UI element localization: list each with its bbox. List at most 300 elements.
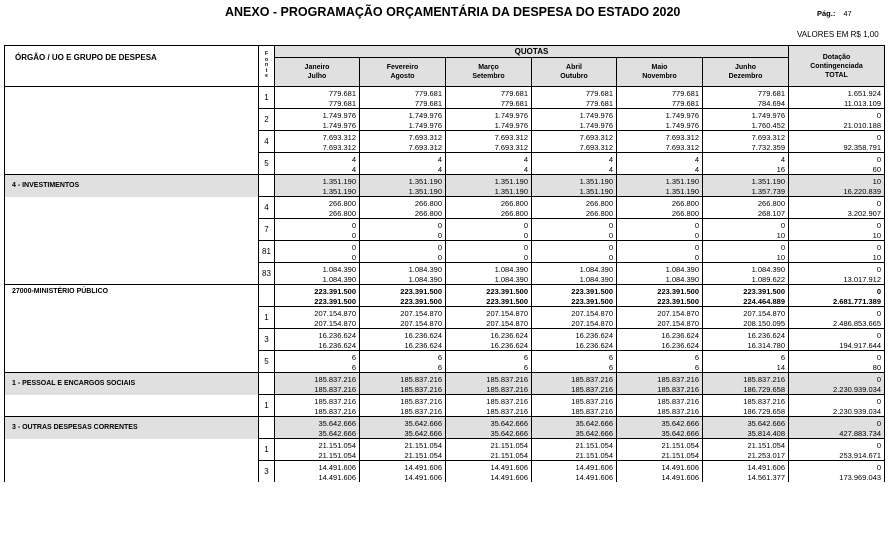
value-second-half: 35.814.408	[747, 428, 785, 438]
quota-cell	[617, 417, 703, 439]
row-label	[5, 109, 259, 131]
quota-cell	[617, 461, 703, 483]
value-first-half: 14.491.606	[575, 463, 613, 472]
value-first-half: 4	[351, 155, 356, 164]
value-first-half: 14.491.606	[318, 463, 356, 472]
quota-cell	[275, 373, 360, 395]
month-first-half: Abril	[566, 64, 582, 71]
quota-cell	[532, 461, 617, 483]
value-second-half: 266.800	[328, 208, 356, 218]
quota-cell	[617, 329, 703, 351]
value-second-half: 1.749.976	[494, 120, 528, 130]
value-second-half: 0	[608, 230, 613, 240]
value-first-half: 223.391.500	[571, 287, 613, 296]
month-header	[703, 58, 789, 87]
value-second-half: 1.351.190	[408, 186, 442, 196]
value-first-half: 21.151.054	[575, 441, 613, 450]
value-second-half: 7.732.359	[751, 142, 785, 152]
value-first-half: 1.084.390	[579, 265, 613, 274]
value-first-half: 4	[780, 155, 785, 164]
value-second-half: 4	[608, 164, 613, 174]
value-first-half: 0	[523, 221, 528, 230]
value-first-half: 185.837.216	[314, 397, 356, 406]
quota-cell	[703, 241, 789, 263]
quota-cell	[360, 241, 446, 263]
value-first-half: 223.391.500	[743, 287, 785, 296]
dotacao-cell	[789, 263, 885, 285]
value-second-half: 266.800	[414, 208, 442, 218]
quota-cell	[532, 263, 617, 285]
value-second-half: 207.154.870	[486, 318, 528, 328]
quota-cell	[703, 285, 789, 307]
quota-cell	[532, 351, 617, 373]
quota-cell	[275, 153, 360, 175]
value-first-half: 207.154.870	[743, 309, 785, 318]
quota-cell	[275, 175, 360, 197]
value-first-half: 0	[876, 221, 881, 230]
value-second-half: 10	[776, 230, 785, 240]
value-first-half: 7.693.312	[322, 133, 356, 142]
report-title: ANEXO - PROGRAMAÇÃO ORÇAMENTÁRIA DA DESPESA DO ESTADO 2020	[225, 5, 681, 19]
dotacao-cell	[789, 285, 885, 307]
dotacao-cell	[789, 197, 885, 219]
value-second-half: 185.837.216	[400, 384, 442, 394]
page-indicator	[817, 9, 852, 18]
value-second-half: 194.917.644	[839, 340, 881, 350]
fonte-cell: 2	[259, 109, 275, 131]
fonte-cell	[259, 373, 275, 395]
value-first-half: 266.800	[585, 199, 613, 208]
value-first-half: 779.681	[328, 89, 356, 98]
value-first-half: 35.642.666	[661, 419, 699, 428]
value-second-half: 779.681	[671, 98, 699, 108]
value-first-half: 207.154.870	[486, 309, 528, 318]
value-first-half: 0	[876, 155, 881, 164]
table-row	[5, 87, 885, 109]
value-first-half: 0	[876, 397, 881, 406]
quota-cell	[360, 197, 446, 219]
value-first-half: 1.084.390	[408, 265, 442, 274]
quota-cell	[446, 329, 532, 351]
quota-cell	[617, 131, 703, 153]
quota-cell	[532, 417, 617, 439]
value-first-half: 0	[780, 243, 785, 252]
quota-cell	[360, 329, 446, 351]
value-second-half: 1.357.739	[751, 186, 785, 196]
value-first-half: 7.693.312	[494, 133, 528, 142]
value-second-half: 35.642.666	[490, 428, 528, 438]
value-first-half: 0	[876, 287, 881, 296]
table-row	[5, 351, 885, 373]
column-header-fonte	[259, 46, 275, 87]
value-first-half: 16.236.624	[747, 331, 785, 340]
value-second-half: 7.693.312	[408, 142, 442, 152]
value-second-half: 14.491.606	[404, 472, 442, 482]
value-second-half: 6	[523, 362, 528, 372]
value-second-half: 13.017.912	[843, 274, 881, 284]
value-second-half: 14.491.606	[490, 472, 528, 482]
quota-cell	[446, 461, 532, 483]
quota-cell	[275, 461, 360, 483]
value-second-half: 186.729.658	[743, 406, 785, 416]
row-label	[5, 395, 259, 417]
value-first-half: 14.491.606	[661, 463, 699, 472]
value-second-half: 224.464.889	[743, 296, 785, 306]
table-row	[5, 395, 885, 417]
table-row	[5, 307, 885, 329]
quota-cell	[703, 263, 789, 285]
quota-cell	[275, 263, 360, 285]
value-first-half: 0	[876, 375, 881, 384]
quota-cell	[360, 307, 446, 329]
value-first-half: 779.681	[757, 89, 785, 98]
month-second-half: Setembro	[472, 73, 505, 80]
value-second-half: 7.693.312	[579, 142, 613, 152]
value-first-half: 1.749.976	[751, 111, 785, 120]
value-second-half: 0	[523, 230, 528, 240]
value-second-half: 1.351.190	[665, 186, 699, 196]
value-second-half: 4	[694, 164, 699, 174]
value-first-half: 266.800	[757, 199, 785, 208]
value-second-half: 223.391.500	[400, 296, 442, 306]
value-second-half: 185.837.216	[657, 406, 699, 416]
table-row	[5, 439, 885, 461]
quota-cell	[275, 395, 360, 417]
value-first-half: 1.351.190	[665, 177, 699, 186]
quota-cell	[703, 373, 789, 395]
value-second-half: 7.693.312	[665, 142, 699, 152]
value-first-half: 4	[523, 155, 528, 164]
value-second-half: 2.681.771.389	[833, 296, 881, 306]
value-first-half: 185.837.216	[657, 375, 699, 384]
value-first-half: 16.236.624	[490, 331, 528, 340]
quota-cell	[275, 219, 360, 241]
month-header	[360, 58, 446, 87]
fonte-cell: 4	[259, 197, 275, 219]
month-second-half: Dezembro	[728, 73, 763, 80]
value-second-half: 784.694	[757, 98, 785, 108]
value-second-half: 253.914.671	[839, 450, 881, 460]
row-label: 4 - INVESTIMENTOS	[5, 175, 259, 197]
value-first-half: 266.800	[414, 199, 442, 208]
quota-cell	[275, 307, 360, 329]
quota-cell	[446, 285, 532, 307]
value-first-half: 0	[351, 221, 356, 230]
value-first-half: 1.351.190	[494, 177, 528, 186]
value-second-half: 7.693.312	[322, 142, 356, 152]
value-second-half: 1.089.622	[751, 274, 785, 284]
value-second-half: 779.681	[414, 98, 442, 108]
value-first-half: 4	[608, 155, 613, 164]
quota-cell	[617, 307, 703, 329]
value-first-half: 0	[876, 309, 881, 318]
value-first-half: 14.491.606	[404, 463, 442, 472]
value-first-half: 21.151.054	[404, 441, 442, 450]
value-second-half: 21.010.188	[843, 120, 881, 130]
fonte-cell: 3	[259, 461, 275, 483]
row-label: 27000-MINISTÉRIO PÚBLICO	[5, 285, 259, 307]
value-second-half: 1.084.390	[494, 274, 528, 284]
quota-cell	[446, 241, 532, 263]
value-second-half: 779.681	[500, 98, 528, 108]
quota-cell	[617, 373, 703, 395]
value-first-half: 7.693.312	[408, 133, 442, 142]
value-first-half: 779.681	[500, 89, 528, 98]
quota-cell	[360, 263, 446, 285]
quota-cell	[275, 351, 360, 373]
value-second-half: 427.883.734	[839, 428, 881, 438]
value-second-half: 1.084.390	[665, 274, 699, 284]
quota-cell	[532, 329, 617, 351]
value-first-half: 0	[351, 243, 356, 252]
quota-cell	[703, 131, 789, 153]
value-first-half: 0	[876, 463, 881, 472]
value-first-half: 266.800	[328, 199, 356, 208]
quota-cell	[446, 153, 532, 175]
month-header	[532, 58, 617, 87]
month-second-half: Julho	[307, 73, 327, 80]
fonte-cell: 3	[259, 329, 275, 351]
value-first-half: 0	[523, 243, 528, 252]
value-first-half: 21.151.054	[490, 441, 528, 450]
value-first-half: 207.154.870	[314, 309, 356, 318]
row-label	[5, 307, 259, 329]
quota-cell	[275, 87, 360, 109]
row-label	[5, 241, 259, 263]
value-second-half: 207.154.870	[657, 318, 699, 328]
value-second-half: 16.236.624	[404, 340, 442, 350]
fonte-cell: 5	[259, 351, 275, 373]
value-second-half: 207.154.870	[400, 318, 442, 328]
value-first-half: 207.154.870	[657, 309, 699, 318]
value-second-half: 1.351.190	[322, 186, 356, 196]
quota-cell	[617, 439, 703, 461]
value-second-half: 16.314.780	[747, 340, 785, 350]
quota-cell	[360, 131, 446, 153]
value-first-half: 35.642.666	[490, 419, 528, 428]
quota-cell	[703, 175, 789, 197]
quota-cell	[532, 153, 617, 175]
value-second-half: 186.729.658	[743, 384, 785, 394]
quota-cell	[703, 417, 789, 439]
quota-cell	[360, 417, 446, 439]
value-second-half: 16.236.624	[661, 340, 699, 350]
quota-cell	[446, 417, 532, 439]
fonte-cell	[259, 417, 275, 439]
value-second-half: 185.837.216	[314, 406, 356, 416]
value-first-half: 779.681	[414, 89, 442, 98]
value-second-half: 60	[872, 164, 881, 174]
value-first-half: 779.681	[585, 89, 613, 98]
quota-cell	[360, 109, 446, 131]
value-first-half: 1.351.190	[408, 177, 442, 186]
value-first-half: 0	[876, 199, 881, 208]
column-header-quotas: QUOTAS	[275, 46, 789, 58]
quota-cell	[532, 131, 617, 153]
value-first-half: 16.236.624	[318, 331, 356, 340]
value-second-half: 35.642.666	[661, 428, 699, 438]
value-second-half: 185.837.216	[400, 406, 442, 416]
row-label	[5, 131, 259, 153]
quota-cell	[532, 439, 617, 461]
table-row	[5, 373, 885, 395]
value-second-half: 21.253.017	[747, 450, 785, 460]
value-first-half: 1.351.190	[579, 177, 613, 186]
value-second-half: 185.837.216	[571, 384, 613, 394]
column-header-org: ÓRGÃO / UO E GRUPO DE DESPESA	[5, 46, 259, 87]
dotacao-line: TOTAL	[825, 71, 848, 79]
quota-cell	[703, 461, 789, 483]
month-second-half: Agosto	[390, 73, 415, 80]
budget-table	[4, 45, 885, 482]
dotacao-line: Contingenciada	[810, 62, 863, 70]
value-second-half: 0	[437, 252, 442, 262]
value-first-half: 1.651.924	[847, 89, 881, 98]
value-first-half: 1.749.976	[579, 111, 613, 120]
value-first-half: 1.749.976	[494, 111, 528, 120]
page-number: 47	[843, 9, 852, 18]
quota-cell	[275, 285, 360, 307]
row-label: 3 - OUTRAS DESPESAS CORRENTES	[5, 417, 259, 439]
fonte-letter: n	[264, 62, 269, 69]
value-second-half: 268.107	[757, 208, 785, 218]
value-second-half: 223.391.500	[486, 296, 528, 306]
value-second-half: 35.642.666	[318, 428, 356, 438]
quota-cell	[360, 461, 446, 483]
value-second-half: 14.491.606	[318, 472, 356, 482]
value-first-half: 35.642.666	[575, 419, 613, 428]
quota-cell	[275, 329, 360, 351]
table-header	[5, 46, 885, 87]
table-row	[5, 197, 885, 219]
value-second-half: 21.151.054	[575, 450, 613, 460]
quota-cell	[446, 109, 532, 131]
row-label	[5, 153, 259, 175]
fonte-cell: 7	[259, 219, 275, 241]
row-label	[5, 351, 259, 373]
value-first-half: 0	[876, 331, 881, 340]
value-second-half: 0	[437, 230, 442, 240]
row-label	[5, 439, 259, 461]
quota-cell	[532, 285, 617, 307]
value-first-half: 16.236.624	[404, 331, 442, 340]
quota-cell	[617, 263, 703, 285]
value-first-half: 0	[876, 265, 881, 274]
fonte-cell: 1	[259, 395, 275, 417]
row-label	[5, 461, 259, 483]
value-first-half: 14.491.606	[490, 463, 528, 472]
month-first-half: Janeiro	[304, 64, 330, 71]
value-first-half: 35.642.666	[318, 419, 356, 428]
dotacao-line: Dotação	[822, 53, 851, 61]
value-second-half: 21.151.054	[490, 450, 528, 460]
value-second-half: 16	[776, 164, 785, 174]
quota-cell	[617, 351, 703, 373]
quota-cell	[703, 439, 789, 461]
table-row	[5, 285, 885, 307]
fonte-letter: o	[264, 56, 269, 63]
quota-cell	[360, 219, 446, 241]
month-first-half: Fevereiro	[386, 64, 419, 71]
quota-cell	[360, 153, 446, 175]
quota-cell	[532, 109, 617, 131]
value-first-half: 21.151.054	[661, 441, 699, 450]
quota-cell	[703, 395, 789, 417]
quota-cell	[703, 219, 789, 241]
value-first-half: 0	[437, 221, 442, 230]
quota-cell	[446, 87, 532, 109]
value-second-half: 266.800	[500, 208, 528, 218]
value-second-half: 4	[351, 164, 356, 174]
value-second-half: 185.837.216	[657, 384, 699, 394]
value-first-half: 185.837.216	[571, 397, 613, 406]
fonte-cell: 83	[259, 263, 275, 285]
value-second-half: 10	[872, 230, 881, 240]
value-second-half: 0	[351, 230, 356, 240]
value-first-half: 16.236.624	[661, 331, 699, 340]
value-second-half: 173.969.043	[839, 472, 881, 482]
value-second-half: 1.084.390	[579, 274, 613, 284]
quota-cell	[360, 175, 446, 197]
value-second-half: 14	[776, 362, 785, 372]
table-row	[5, 109, 885, 131]
value-first-half: 185.837.216	[314, 375, 356, 384]
month-second-half: Outubro	[560, 73, 588, 80]
dotacao-cell	[789, 329, 885, 351]
month-second-half: Novembro	[642, 73, 677, 80]
dotacao-cell	[789, 417, 885, 439]
column-header-dotacao	[789, 46, 885, 87]
value-second-half: 16.220.839	[843, 186, 881, 196]
quota-cell	[360, 439, 446, 461]
value-second-half: 185.837.216	[314, 384, 356, 394]
month-first-half: Junho	[735, 64, 756, 71]
value-first-half: 1.351.190	[322, 177, 356, 186]
quota-cell	[446, 263, 532, 285]
quota-cell	[617, 241, 703, 263]
value-first-half: 6	[780, 353, 785, 362]
value-first-half: 185.837.216	[743, 397, 785, 406]
dotacao-cell	[789, 153, 885, 175]
value-second-half: 1.760.452	[751, 120, 785, 130]
value-first-half: 4	[437, 155, 442, 164]
value-first-half: 223.391.500	[400, 287, 442, 296]
quota-cell	[532, 197, 617, 219]
value-first-half: 0	[608, 221, 613, 230]
quota-cell	[617, 87, 703, 109]
value-first-half: 35.642.666	[747, 419, 785, 428]
value-second-half: 14.491.606	[575, 472, 613, 482]
value-first-half: 1.749.976	[408, 111, 442, 120]
value-first-half: 0	[876, 441, 881, 450]
value-second-half: 0	[523, 252, 528, 262]
dotacao-cell	[789, 87, 885, 109]
value-first-half: 21.151.054	[318, 441, 356, 450]
value-first-half: 7.693.312	[665, 133, 699, 142]
quota-cell	[360, 87, 446, 109]
value-first-half: 1.749.976	[665, 111, 699, 120]
fonte-cell: 81	[259, 241, 275, 263]
value-first-half: 185.837.216	[657, 397, 699, 406]
value-first-half: 0	[780, 221, 785, 230]
value-second-half: 14.491.606	[661, 472, 699, 482]
table-body	[5, 87, 885, 483]
fonte-cell	[259, 175, 275, 197]
quota-cell	[446, 175, 532, 197]
fonte-letter: t	[265, 67, 268, 74]
value-second-half: 1.749.976	[408, 120, 442, 130]
value-first-half: 0	[876, 111, 881, 120]
